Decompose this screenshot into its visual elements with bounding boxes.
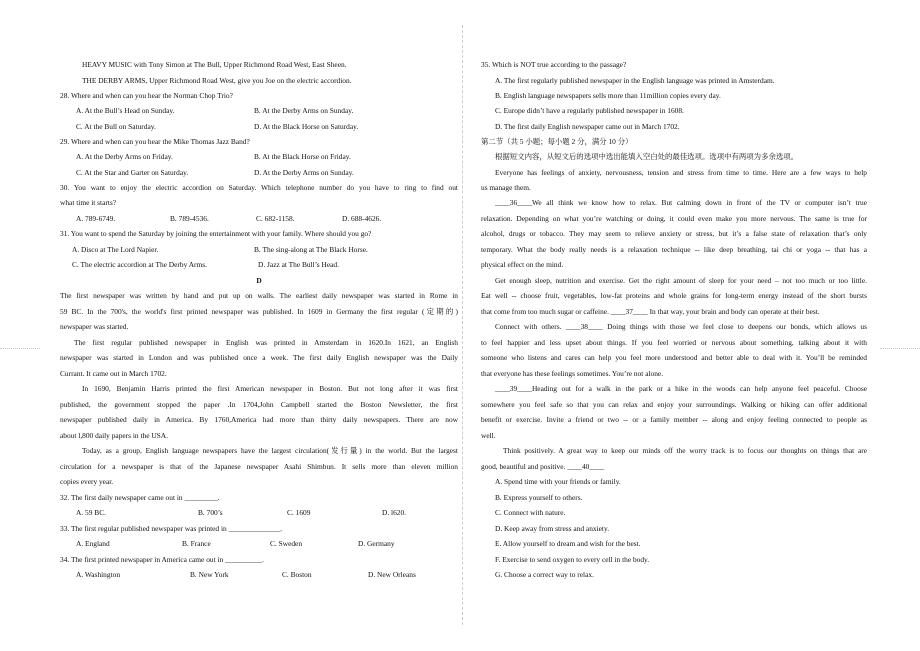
passage-line: newspaper was started. xyxy=(60,322,129,331)
option: A. The first regularly published newspaper in the English language was printed in Amsterdam. xyxy=(495,76,775,85)
question-32-options xyxy=(60,508,458,518)
ad-line: THE DERBY ARMS, Upper Richmond Road West, give you Joe on the electric accordion. xyxy=(82,76,352,85)
question-34-stem: 34. The first printed newspaper in America came out in __________. xyxy=(60,555,264,564)
option: B. At the Derby Arms on Sunday. xyxy=(254,106,354,115)
option: C. Connect with nature. xyxy=(495,508,566,517)
option: E. Allow yourself to dream and wish for the best. xyxy=(495,539,641,548)
option: G. Choose a correct way to relax. xyxy=(495,570,594,579)
option: C. At the Star and Garter on Saturday. xyxy=(76,168,189,177)
passage-line-blank-38: Connect with others. ____38____ Doing things with those we feel close to deepens our bonds, which allows us xyxy=(495,322,867,331)
passage-line: newspaper published daily in America. By 1760,America had more than thirty daily newspapers. There are now xyxy=(60,415,458,424)
passage-line: Everyone has feelings of anxiety, nervousness, tension and stress from time to time. Here are a few ways to help xyxy=(495,168,867,177)
option: C. Boston xyxy=(282,570,312,579)
passage-line: The first newspaper was written by hand and put up on walls. The earliest daily newspaper was started in Rome in xyxy=(60,291,458,300)
option: D. l620. xyxy=(382,508,407,517)
question-35-stem: 35. Which is NOT true according to the passage? xyxy=(481,60,627,69)
option: A. England xyxy=(76,539,110,548)
ad-line: HEAVY MUSIC with Tony Simon at The Bull, Upper Richmond Road West, East Sheen. xyxy=(82,60,347,69)
option: C. 1609 xyxy=(287,508,311,517)
option: C. Sweden xyxy=(270,539,303,548)
passage-line: Today, as a group, English language newspapers have the largest circulation(发行量) in the world. But the largest xyxy=(82,446,458,455)
option: D. The first daily English newspaper came out in March 1702. xyxy=(495,122,680,131)
option: D. Germany xyxy=(358,539,395,548)
passage-line: published, the government stopped the paper .In 1704,John Campbell started the Boston Newsletter, the first xyxy=(60,400,458,409)
passage-line-blank-36: ____36____We all think we know how to relax. But calming down in front of the TV or computer isn’t true xyxy=(495,198,867,207)
passage-line: that everyone has these feelings sometimes. You’re not alone. xyxy=(481,369,664,378)
passage-line: temporary. What the body really needs is a relaxation technique -- like deep breathing, tai chi or yoga -- that has a xyxy=(481,245,867,254)
option: C. The electric accordion at The Derby Arms. xyxy=(72,260,207,269)
option: A. 789-6749. xyxy=(76,214,116,223)
question-34-options xyxy=(60,570,458,580)
question-30-stem: 30. You want to enjoy the electric accordion on Saturday. Which telephone number do you have to ring to find out xyxy=(60,183,458,192)
passage-line: about l,800 daily papers in the USA. xyxy=(60,431,168,440)
section-label: D xyxy=(256,276,262,285)
option: B. France xyxy=(182,539,211,548)
margin-fold-line-left xyxy=(0,348,40,350)
passage-line: Currant. It came out in March 1702. xyxy=(60,369,167,378)
passage-line: newspaper was started in London and was published once a week. The first daily English newspaper was the Daily xyxy=(60,353,458,362)
passage-line: Think positively. A great way to keep our minds off the worry track is to focus our thoughts on things that are xyxy=(503,446,867,455)
question-28-options xyxy=(60,106,458,116)
option: C. Europe didn’t have a regularly published newspaper in 1608. xyxy=(495,106,684,115)
question-29-options xyxy=(60,152,458,162)
question-33-stem: 33. The first regular published newspaper was printed in ______________. xyxy=(60,524,283,533)
passage-line: well. xyxy=(481,431,496,440)
column-divider xyxy=(462,25,463,625)
passage-line: circulation for a newspaper is that of the Japanese newspaper Asahi Shimbun. It sells more than eleven million xyxy=(60,462,458,471)
option: A. Disco at The Lord Napier. xyxy=(72,245,159,254)
option: B. 700’s xyxy=(198,508,223,517)
passage-line: Eat well -- choose fruit, vegetables, low-fat proteins and whole grains for long-term energy instead of the short bursts xyxy=(481,291,867,300)
question-28-stem: 28. Where and when can you hear the Norman Chop Trio? xyxy=(60,91,233,100)
passage-line: In 1690, Benjamin Harris printed the first American newspaper in Boston. But not long after it was first xyxy=(82,384,458,393)
option: B. New York xyxy=(190,570,229,579)
passage-line: physical effect on the mind. xyxy=(481,260,564,269)
passage-line: 59 BC. In the 700's, the world's first printed newspaper was published. In 1609 in Germany the first regular (定期的) xyxy=(60,307,458,316)
passage-line: Get enough sleep, nutrition and exercise. Get the right amount of sleep for your need – not too much or too little. xyxy=(495,276,867,285)
option: D. Keep away from stress and anxiety. xyxy=(495,524,610,533)
option: B. 789-4536. xyxy=(170,214,209,223)
question-30-options xyxy=(60,214,458,224)
section-heading: 第二节（共 5 小题；每小题 2 分，满分 10 分） xyxy=(481,137,633,146)
question-31-stem: 31. You want to spend the Saturday by joining the entertainment with your family. Where should you go? xyxy=(60,229,372,238)
question-32-stem: 32. The first daily newspaper came out in _________. xyxy=(60,493,220,502)
question-30-stem-cont: what time it starts? xyxy=(60,198,117,207)
passage-line: relaxation. Depending on what you’re watching or doing, it could even make you more nervous. The same is true for xyxy=(481,214,867,223)
passage-line: copies every year. xyxy=(60,477,114,486)
passage-line-blank-37: that come from too much sugar or caffeine. ____37____ In that way, your brain and body can operate at their best. xyxy=(481,307,820,316)
option: F. Exercise to send oxygen to every cell in the body. xyxy=(495,555,650,564)
passage-line: benefit or exercise. Invite a friend or two -- or a family member -- along and enjoy feeling connected to people as xyxy=(481,415,867,424)
option: D. 688-4626. xyxy=(342,214,382,223)
question-29-options xyxy=(60,168,458,178)
option: D. At the Derby Arms on Sunday. xyxy=(254,168,354,177)
question-29-stem: 29. Where and when can you hear the Mike Thomas Jazz Band? xyxy=(60,137,250,146)
option: A. At the Bull’s Head on Sunday. xyxy=(76,106,175,115)
passage-line-blank-39: ____39____Heading out for a walk in the park or a hike in the woods can help anyone feel peaceful. Choose xyxy=(495,384,867,393)
passage-line: someone who listens and cares can help you feel more understood and better able to deal with it. You’ll be reminded xyxy=(481,353,867,362)
question-28-options xyxy=(60,122,458,132)
option: C. At the Bull on Saturday. xyxy=(76,122,156,131)
option: D. At the Black Horse on Saturday. xyxy=(254,122,359,131)
option: D. Jazz at The Bull’s Head. xyxy=(258,260,339,269)
option: A. 59 BC. xyxy=(76,508,106,517)
passage-line: somewhere you feel safe so that you can relax and enjoy your surroundings. Walking or hiking can offer additional xyxy=(481,400,867,409)
margin-fold-line-right xyxy=(880,348,920,350)
option: B. At the Black Horse on Friday. xyxy=(254,152,351,161)
option: B. English language newspapers sells more than 11million copies every day. xyxy=(495,91,721,100)
option: C. 682-1158. xyxy=(256,214,295,223)
question-31-options xyxy=(60,260,458,270)
question-31-options xyxy=(60,245,458,255)
question-33-options xyxy=(60,539,458,549)
option: B. The sing-along at The Black Horse. xyxy=(254,245,368,254)
option: D. New Orleans xyxy=(368,570,416,579)
option: A. At the Derby Arms on Friday. xyxy=(76,152,173,161)
passage-line: alcohol, drugs or tobacco. They may seem to relieve anxiety or stress, but it’s a false state of relaxation that’s only xyxy=(481,229,867,238)
instruction: 根据短文内容，从短文后的选项中选出能填入空白处的最佳选项。选项中有两项为多余选项。 xyxy=(495,152,799,161)
passage-line: The first regular published newspaper in English was printed in Amsterdam in 1620.In 1621, an English xyxy=(74,338,458,347)
passage-line-blank-40: good, beautiful and positive. ____40____ xyxy=(481,462,605,471)
passage-line: us manage them. xyxy=(481,183,531,192)
option: A. Spend time with your friends or family. xyxy=(495,477,621,486)
option: B. Express yourself to others. xyxy=(495,493,583,502)
option: A. Washington xyxy=(76,570,121,579)
passage-line: to feel happier and less upset about things. If you feel worried or nervous about something, talking about it with xyxy=(481,338,867,347)
